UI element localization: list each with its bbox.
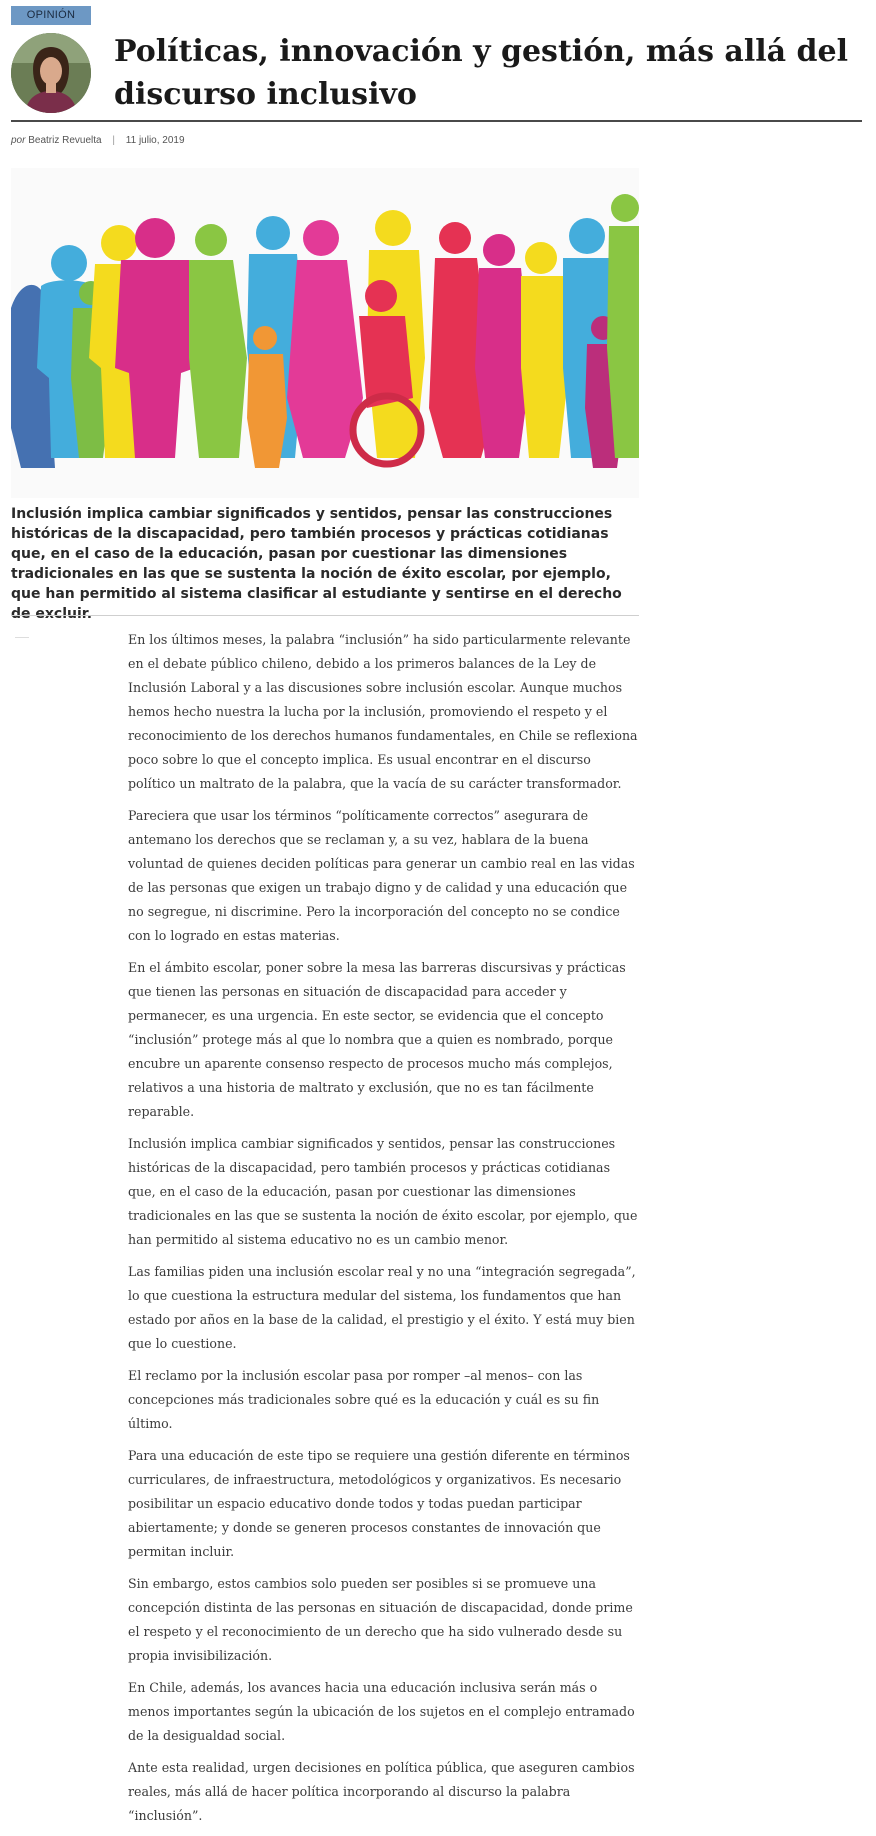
publish-date: 11 julio, 2019	[125, 135, 185, 146]
body-paragraph: Las familias piden una inclusión escolar real y no una “integración segregada”, lo que cuestiona la estructura medular del sistema, los fundamentos que han estado por años en la base de la calidad, el prestigio y el éxito. Y está muy bien que lo cuestione.	[128, 1264, 636, 1351]
body-paragraph: Sin embargo, estos cambios solo pueden ser posibles si se promueve una concepción distinta de las personas en situación de discapacidad, donde prime el respeto y el reconocimiento de un derecho que ha sido vulnerado desde su propia invisibilización.	[128, 1576, 633, 1663]
author-name[interactable]: Beatriz Revuelta	[28, 135, 102, 146]
body-paragraph: En los últimos meses, la palabra “inclusión” ha sido particularmente relevante en el debate público chileno, debido a los primeros balances de la Ley de Inclusión Laboral y a las discusiones sobre inclusión escolar. Aunque muchos hemos hecho nuestra la lucha por la inclusión, promoviendo el respeto y el reconocimiento de los derechos humanos fundamentales, en Chile se reflexiona poco sobre lo que el concepto implica. Es usual encontrar en el discurso político un maltrato de la palabra, que la vacía de su carácter transformador.	[128, 632, 638, 791]
byline-separator: |	[112, 135, 115, 146]
body-paragraph: Ante esta realidad, urgen decisiones en política pública, que aseguren cambios reales, más allá de hacer política incorporando al discurso la palabra “inclusión”.	[128, 1760, 635, 1823]
article-lead: Inclusión implica cambiar significados y sentidos, pensar las construcciones históricas de la discapacidad, pero también procesos y prácticas cotidianas que, en el caso de la educación, pasan por cuestionar las dimensiones tradicionales en las que se sustenta la noción de éxito escolar, por ejemplo, que han permitido al sistema clasificar al estudiante y sentirse en el derecho de excluir.	[11, 506, 622, 622]
body-paragraph: El reclamo por la inclusión escolar pasa por romper –al menos– con las concepciones más tradicionales sobre qué es la educación y cuál es su fin último.	[128, 1368, 600, 1431]
article-title: Políticas, innovación y gestión, más allá del discurso inclusivo	[114, 34, 849, 112]
author-avatar	[11, 33, 91, 113]
category-tag[interactable]: OPINIÓN	[11, 6, 91, 25]
lead-divider	[11, 615, 639, 616]
title-divider	[11, 120, 862, 122]
body-paragraph: Para una educación de este tipo se requiere una gestión diferente en términos curriculares, de infraestructura, metodológicos y organizativos. Es necesario posibilitar un espacio educativo donde todos y todas puedan participar abiertamente; y donde se generen procesos constantes de innovación que permitan incluir.	[128, 1448, 630, 1559]
body-paragraph: Inclusión implica cambiar significados y sentidos, pensar las construcciones históricas de la discapacidad, pero también procesos y prácticas cotidianas que, en el caso de la educación, pasan por cuestionar las dimensiones tradicionales en las que se sustenta la noción de éxito escolar, por ejemplo, que han permitido al sistema educativo no es un cambio menor.	[128, 1136, 638, 1247]
byline-prefix: por	[11, 135, 26, 146]
body-paragraph: En Chile, además, los avances hacia una educación inclusiva serán más o menos importantes según la ubicación de los sujetos en el complejo entramado de la desigualdad social.	[128, 1680, 635, 1743]
decorative-dash	[15, 637, 29, 638]
body-paragraph: Pareciera que usar los términos “políticamente correctos” asegurara de antemano los derechos que se reclaman y, a su vez, hablara de la buena voluntad de quienes deciden políticas para generar un cambio real en las vidas de las personas que exigen un trabajo digno y de calidad y una educación que no segregue, ni discrimine. Pero la incorporación del concepto no se condice con lo logrado en estas materias.	[128, 808, 635, 943]
byline	[11, 135, 185, 146]
body-paragraph: En el ámbito escolar, poner sobre la mesa las barreras discursivas y prácticas que tienen las personas en situación de discapacidad para acceder y permanecer, es una urgencia. En este sector, se evidencia que el concepto “inclusión” protege más al que lo nombra que a quien es nombrado, porque encubre un aparente consenso respecto de procesos mucho más complejos, relativos a una historia de maltrato y exclusión, que no es tan fácilmente reparable.	[128, 960, 626, 1119]
article-body	[128, 628, 639, 1836]
hero-image	[11, 168, 639, 498]
